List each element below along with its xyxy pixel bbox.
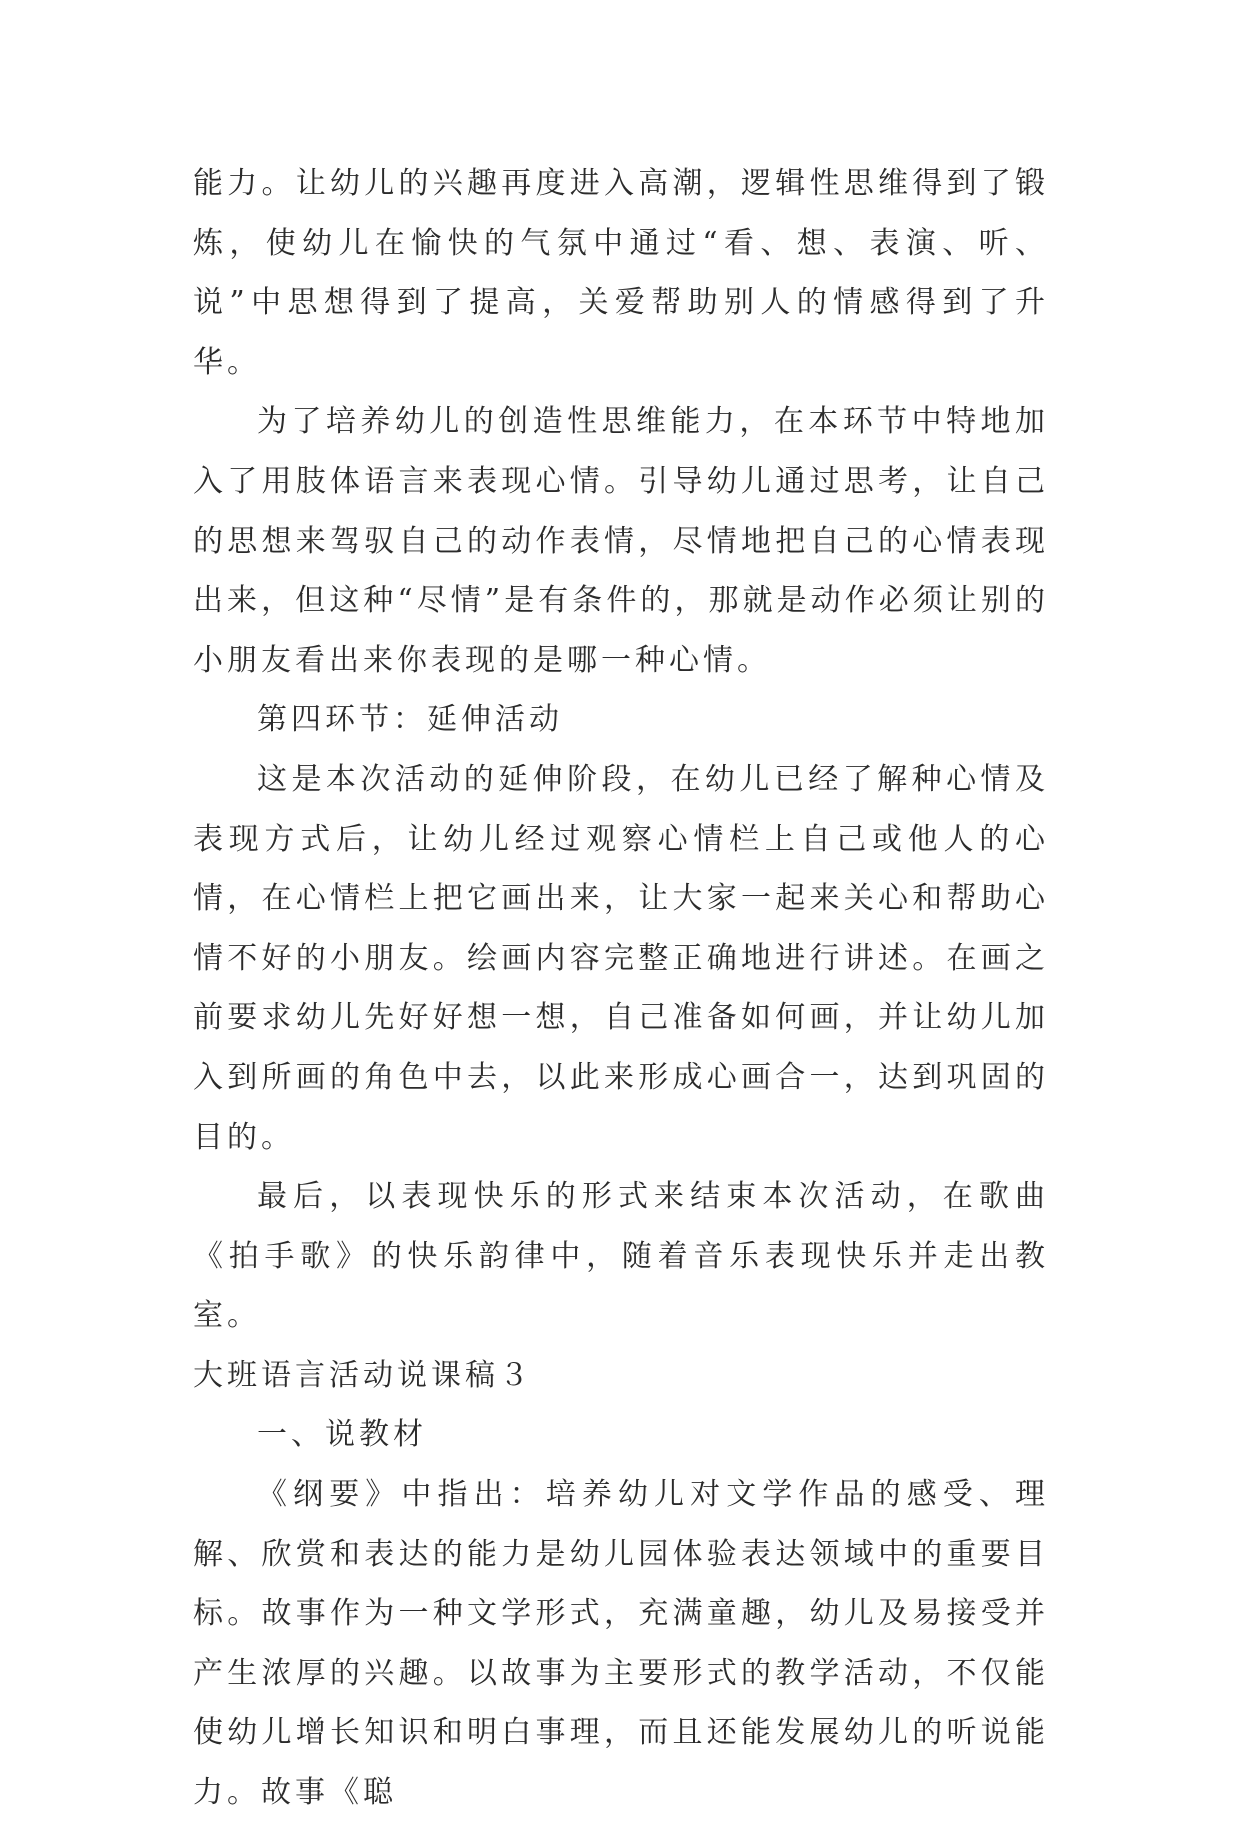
paragraph-creative-thinking: 为了培养幼儿的创造性思维能力，在本环节中特地加入了用肢体语言来表现心情。引导幼儿通过思考，让自己的思想来驾驭自己的动作表情，尽情地把自己的心情表现出来，但这种“尽情”是有条件的，那就是动作必须让别的小朋友看出来你表现的是哪一种心情。 [193, 404, 1049, 678]
section-heading-fourth-stage: 第四环节：延伸活动 [257, 702, 563, 738]
paragraph-continuation: 能力。让幼儿的兴趣再度进入高潮，逻辑性思维得到了锻炼，使幼儿在愉快的气氛中通过“看、想、表演、听、说”中思想得到了提高，关爱帮助别人的情感得到了升华。 [193, 166, 1049, 380]
document-title-lesson-3: 大班语言活动说课稿３ [193, 1357, 533, 1393]
paragraph-extension-stage: 这是本次活动的延伸阶段，在幼儿已经了解种心情及表现方式后，让幼儿经过观察心情栏上自己或他人的心情，在心情栏上把它画出来，让大家一起来关心和帮助心情不好的小朋友。绘画内容完整正确地进行讲述。在画之前要求幼儿先好好想一想，自己准备如何画，并让幼儿加入到所画的角色中去，以此来形成心画合一，达到巩固的目的。 [193, 761, 1049, 1155]
paragraph-outline: 《纲要》中指出：培养幼儿对文学作品的感受、理解、欣赏和表达的能力是幼儿园体验表达领域中的重要目标。故事作为一种文学形式，充满童趣，幼儿及易接受并产生浓厚的兴趣。以故事为主要形式的教学活动，不仅能使幼儿增长知识和明白事理，而且还能发展幼儿的听说能力。故事《聪 [193, 1477, 1049, 1811]
paragraph-conclusion: 最后，以表现快乐的形式来结束本次活动，在歌曲《拍手歌》的快乐韵律中，随着音乐表现快乐并走出教室。 [193, 1179, 1049, 1334]
section-heading-teaching-material: 一、说教材 [257, 1417, 427, 1453]
document-body [193, 154, 1049, 1823]
